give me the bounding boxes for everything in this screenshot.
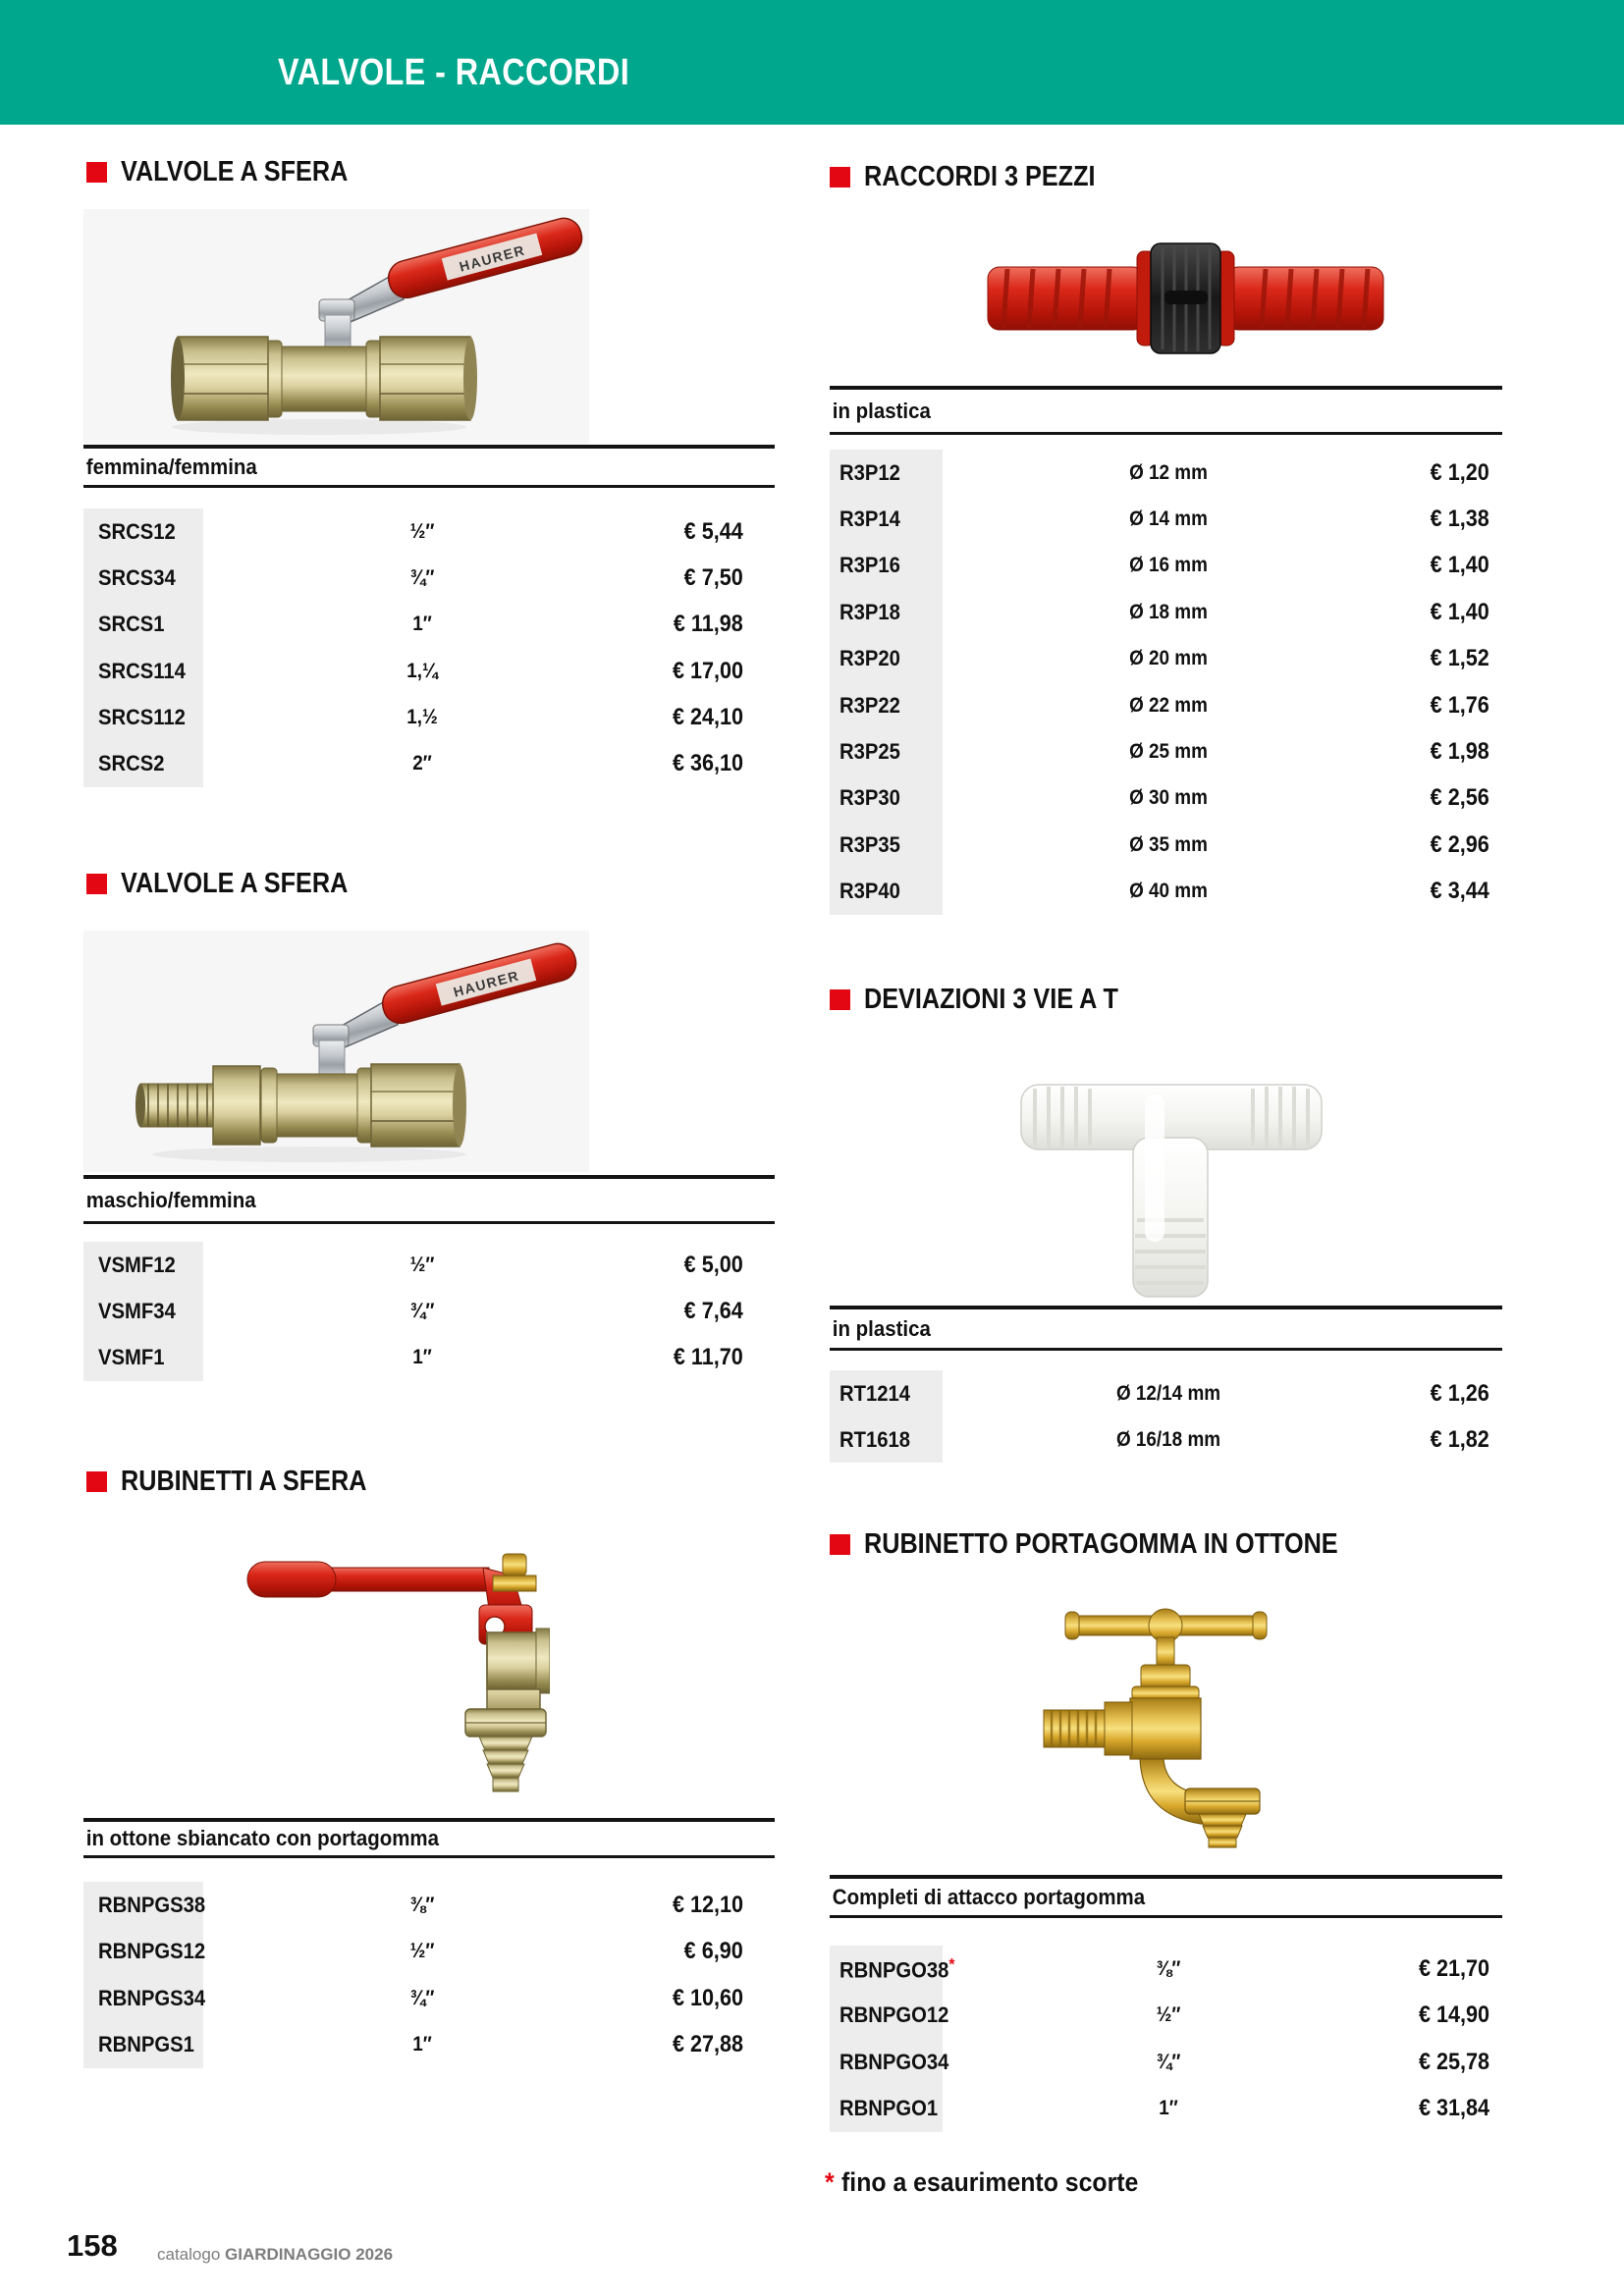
catalog-year: 2026: [355, 2245, 394, 2264]
table-subheader-plastica-1: [830, 386, 1502, 435]
svg-text:HAURER: HAURER: [452, 967, 521, 1000]
red-square-icon: [86, 874, 107, 894]
table-row: [830, 2086, 1502, 2133]
table-row: [83, 694, 775, 740]
product-price: € 7,50: [683, 563, 743, 591]
subheader-label: in ottone sbiancato con portagomma: [85, 1826, 440, 1850]
product-photo-rubinetto-ottone: [1016, 1598, 1316, 1848]
table-row: [830, 636, 1502, 682]
subheader-label: femmina/femmina: [85, 454, 257, 479]
table-subheader-mf: [83, 1175, 775, 1224]
table-row: [83, 602, 775, 648]
product-size: Ø 25 mm: [1129, 740, 1208, 764]
catalog-name: GIARDINAGGIO: [225, 2245, 352, 2264]
product-price: € 1,26: [1430, 1379, 1489, 1407]
product-code: R3P35: [839, 831, 900, 857]
subheader-label: in plastica: [832, 398, 931, 423]
product-price: € 1,40: [1430, 598, 1489, 625]
product-code: R3P12: [839, 459, 900, 485]
product-price: € 12,10: [672, 1891, 743, 1918]
table-row: [830, 450, 1502, 496]
catalog-prefix: catalogo: [157, 2245, 221, 2264]
table-row: [830, 728, 1502, 774]
section-heading-deviazioni-3-vie: [830, 985, 1157, 1014]
price-table-rbnpgs: [83, 1882, 775, 2068]
product-price: € 17,00: [672, 657, 743, 684]
footnote-text: fino a esaurimento scorte: [841, 2167, 1139, 2197]
table-row: [83, 1882, 775, 1929]
section-heading-rubinetto-portagomma: [830, 1529, 1409, 1559]
product-price: € 24,10: [672, 703, 743, 730]
ball-valve-mf-product-image: [83, 931, 589, 1172]
product-code: R3P40: [839, 879, 900, 904]
product-code: RBNPGO38*: [839, 1954, 955, 1983]
product-code: RBNPGS1: [98, 2032, 194, 2057]
red-square-icon: [830, 1534, 850, 1555]
product-price: € 1,20: [1430, 458, 1489, 486]
product-price: € 31,84: [1418, 2095, 1489, 2122]
table-row: [830, 822, 1502, 868]
product-price: € 1,40: [1430, 552, 1489, 579]
product-code: SRCS12: [98, 518, 176, 544]
availability-asterisk: *: [948, 1954, 955, 1974]
table-subheader-ff: [83, 445, 775, 488]
red-square-icon: [830, 167, 850, 187]
product-photo-ball-valve-mf: [83, 931, 589, 1172]
product-code: R3P25: [839, 739, 900, 765]
product-size: Ø 12 mm: [1129, 460, 1208, 484]
product-price: € 1,82: [1430, 1425, 1489, 1453]
product-price: € 11,98: [674, 611, 743, 638]
product-photo-raccordo-3-pezzi: [982, 222, 1389, 374]
product-price: € 14,90: [1418, 2002, 1489, 2029]
product-price: € 3,44: [1430, 878, 1489, 905]
table-row: [830, 775, 1502, 822]
product-price: € 1,52: [1430, 645, 1489, 672]
section-title: RACCORDI 3 PEZZI: [864, 160, 1096, 192]
table-row: [83, 2022, 775, 2069]
product-price: € 1,98: [1430, 738, 1489, 766]
page-banner: [0, 0, 1624, 125]
product-size: ½″: [409, 519, 435, 543]
product-size: Ø 18 mm: [1129, 600, 1208, 623]
product-code: SRCS1: [98, 612, 165, 637]
price-table-r3p: [830, 450, 1502, 915]
section-heading-raccordi-3-pezzi: [830, 162, 1130, 191]
product-size: 1″: [412, 1346, 432, 1369]
red-square-icon: [86, 162, 107, 183]
product-size: Ø 22 mm: [1129, 693, 1208, 717]
table-row: [83, 741, 775, 787]
section-title: VALVOLE A SFERA: [121, 867, 349, 899]
red-square-icon: [86, 1471, 107, 1492]
product-code: RBNPGO34: [839, 2049, 949, 2074]
page-title: VALVOLE - RACCORDI: [278, 52, 630, 93]
product-price: € 7,64: [683, 1297, 743, 1324]
table-row: [83, 1975, 775, 2022]
product-code: SRCS2: [98, 751, 165, 776]
product-price: € 5,44: [683, 517, 743, 545]
product-size: ½″: [1156, 2003, 1181, 2027]
product-price: € 1,38: [1430, 506, 1489, 533]
product-code: RT1214: [839, 1380, 911, 1406]
product-code: SRCS114: [98, 658, 186, 683]
product-size: ⅜″: [409, 1893, 435, 1916]
product-code: RBNPGO12: [839, 2002, 949, 2028]
product-code: R3P20: [839, 646, 900, 671]
product-photo-deviazione-t: [1017, 1055, 1326, 1301]
product-code: R3P30: [839, 785, 900, 811]
table-row: [830, 1370, 1502, 1416]
table-row: [830, 543, 1502, 589]
table-row: [83, 648, 775, 694]
product-size: Ø 12/14 mm: [1115, 1381, 1221, 1405]
product-code: R3P16: [839, 553, 900, 578]
product-size: 1″: [412, 613, 432, 636]
table-row: [83, 1288, 775, 1334]
product-code: VSMF12: [98, 1252, 176, 1277]
product-price: € 25,78: [1418, 2048, 1489, 2075]
product-size: 1,½: [406, 705, 438, 728]
section-heading-valvole-a-sfera-ff: [86, 157, 382, 187]
table-subheader-completi-attacco: [830, 1875, 1502, 1918]
product-size: Ø 40 mm: [1129, 880, 1208, 903]
red-asterisk-icon: *: [825, 2167, 835, 2197]
product-size: 2″: [412, 752, 432, 775]
table-subheader-plastica-2: [830, 1306, 1502, 1351]
catalog-footer: [157, 2245, 393, 2265]
section-title: RUBINETTI A SFERA: [121, 1465, 367, 1497]
product-size: ⅜″: [1156, 1956, 1181, 1980]
product-code: RBNPGS34: [98, 1985, 206, 2010]
table-row: [83, 508, 775, 555]
subheader-label: Completi di attacco portagomma: [832, 1884, 1146, 1909]
product-size: ¾″: [409, 565, 435, 589]
section-title: RUBINETTO PORTAGOMMA IN OTTONE: [864, 1527, 1338, 1560]
product-code: R3P18: [839, 599, 900, 624]
product-size: Ø 30 mm: [1129, 786, 1208, 810]
product-price: € 2,96: [1430, 830, 1489, 858]
price-table-srcs: [83, 508, 775, 787]
table-row: [83, 1929, 775, 1976]
table-subheader-ottone-sbiancato: [83, 1818, 775, 1858]
table-row: [83, 1335, 775, 1381]
product-size: 1″: [1159, 2097, 1178, 2120]
product-photo-ball-valve-ff: [83, 209, 589, 444]
product-code: RBNPGS12: [98, 1939, 206, 1964]
product-size: Ø 16 mm: [1129, 554, 1208, 577]
product-price: € 27,88: [672, 2031, 743, 2058]
product-size: ¾″: [409, 1986, 435, 2009]
stock-footnote: [825, 2167, 1138, 2198]
section-heading-valvole-a-sfera-mf: [86, 869, 382, 898]
product-code: R3P14: [839, 507, 900, 532]
product-size: Ø 20 mm: [1129, 647, 1208, 670]
product-code: R3P22: [839, 692, 900, 718]
product-price: € 5,00: [683, 1251, 743, 1278]
product-size: Ø 14 mm: [1129, 507, 1208, 531]
product-size: ¾″: [409, 1299, 435, 1322]
product-price: € 10,60: [672, 1984, 743, 2011]
price-table-vsmf: [83, 1242, 775, 1381]
product-code: VSMF34: [98, 1298, 176, 1323]
tee-fitting-product-image: [1017, 1055, 1326, 1301]
section-heading-rubinetti-a-sfera: [86, 1467, 404, 1496]
subheader-label: maschio/femmina: [85, 1187, 256, 1212]
product-size: 1,¼: [406, 659, 438, 682]
product-code: RT1618: [839, 1426, 911, 1452]
product-price: € 11,70: [674, 1344, 743, 1371]
product-code: VSMF1: [98, 1345, 165, 1370]
product-price: € 36,10: [672, 750, 743, 777]
table-row: [830, 869, 1502, 915]
table-row: [83, 1242, 775, 1288]
product-code: SRCS34: [98, 564, 176, 590]
table-row: [830, 1946, 1502, 1993]
table-row: [830, 1416, 1502, 1463]
product-size: 1″: [412, 2033, 432, 2056]
hose-joiner-product-image: [982, 222, 1389, 374]
table-row: [83, 555, 775, 601]
product-size: ½″: [409, 1940, 435, 1963]
price-table-rt: [830, 1370, 1502, 1463]
page-number: 158: [67, 2228, 118, 2263]
product-size: ¾″: [1156, 2050, 1181, 2073]
table-row: [830, 2039, 1502, 2086]
product-photo-tap-red-handle: [245, 1536, 550, 1796]
product-price: € 6,90: [683, 1938, 743, 1965]
product-code: RBNPGS38: [98, 1892, 206, 1917]
price-table-rbnpgo: [830, 1946, 1502, 2132]
red-square-icon: [830, 989, 850, 1010]
table-row: [830, 682, 1502, 728]
svg-text:HAURER: HAURER: [458, 241, 527, 275]
table-row: [830, 496, 1502, 542]
product-code: RBNPGO1: [839, 2096, 939, 2121]
product-size: Ø 35 mm: [1129, 832, 1208, 856]
product-code: SRCS112: [98, 704, 186, 729]
ball-tap-product-image: [245, 1536, 550, 1796]
table-row: [830, 589, 1502, 635]
section-title: VALVOLE A SFERA: [121, 155, 349, 187]
section-title: DEVIAZIONI 3 VIE A T: [864, 983, 1118, 1015]
product-price: € 21,70: [1418, 1954, 1489, 1982]
product-price: € 2,56: [1430, 784, 1489, 812]
product-size: ½″: [409, 1253, 435, 1276]
subheader-label: in plastica: [832, 1315, 931, 1341]
ball-valve-ff-product-image: [83, 209, 589, 444]
product-size: Ø 16/18 mm: [1115, 1427, 1221, 1451]
product-price: € 1,76: [1430, 691, 1489, 719]
table-row: [830, 1993, 1502, 2040]
brass-tap-product-image: [1016, 1598, 1316, 1848]
